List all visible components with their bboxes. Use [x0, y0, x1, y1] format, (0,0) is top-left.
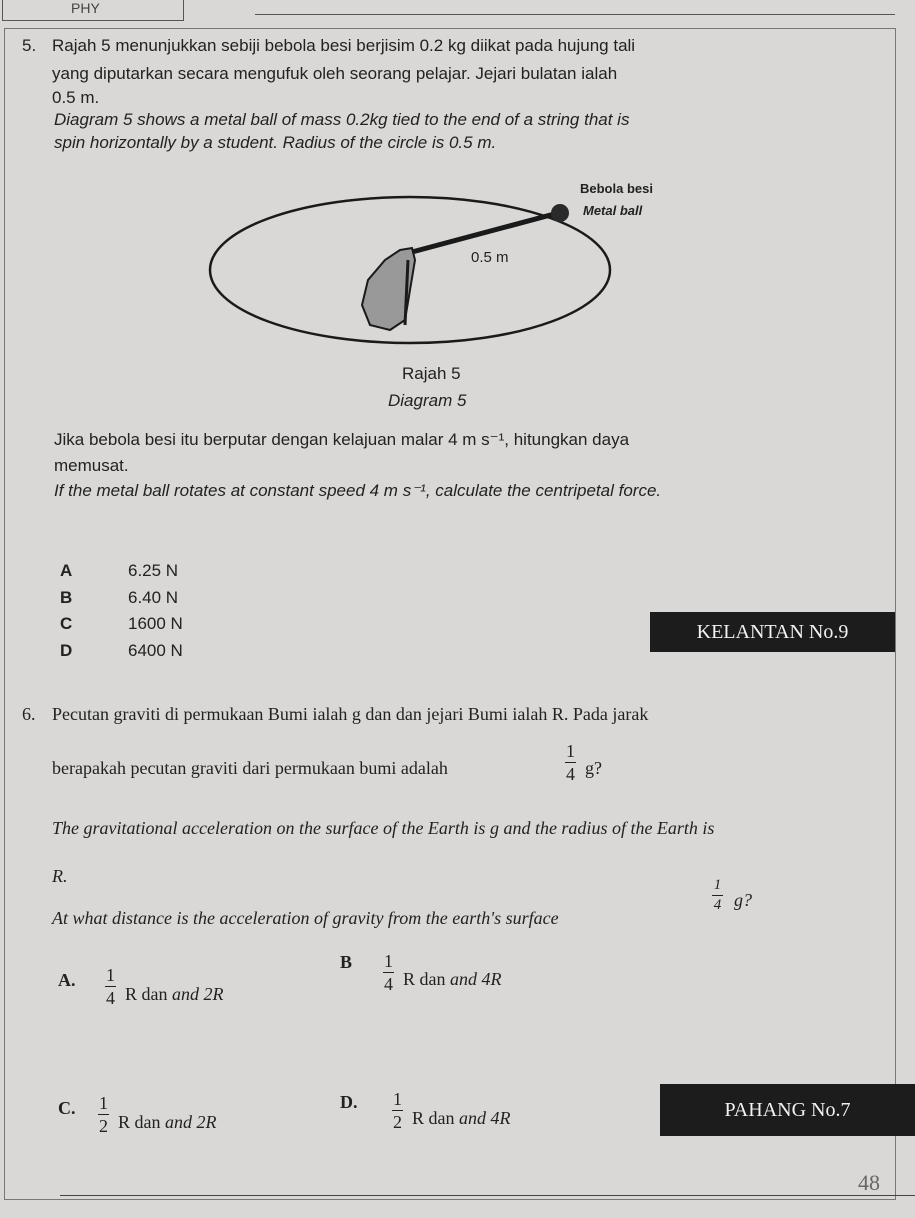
q6-english-line: The gravitational acceleration on the surface of the Earth is g and the radius of the Earth is	[52, 818, 715, 838]
option-letter: D.	[340, 1092, 358, 1112]
q5-option-value[interactable]: 6.25 N	[128, 561, 179, 580]
fraction-num: 1	[713, 877, 722, 893]
diagram-caption-english: Diagram 5	[388, 391, 467, 410]
fraction-den: 4	[566, 764, 575, 784]
q5-english-line: spin horizontally by a student. Radius of the circle is 0.5 m.	[54, 133, 497, 152]
q5-number: 5.	[22, 36, 37, 55]
q5-option-value[interactable]: 1600 N	[128, 614, 183, 633]
option-text: R dan and 4R	[403, 969, 502, 989]
option-text: R dan and 2R	[118, 1112, 217, 1132]
q5-option-letter: B	[60, 588, 73, 607]
fraction-quarter	[712, 878, 723, 913]
header-box-left	[2, 0, 184, 21]
q5-question-english: If the metal ball rotates at constant speed 4 m s⁻¹, calculate the centripetal force.	[54, 481, 662, 500]
q5-option-value[interactable]: 6.40 N	[128, 588, 179, 607]
option-text: R dan and 2R	[125, 984, 224, 1004]
q5-question-malay: memusat.	[54, 456, 129, 475]
string	[412, 213, 558, 252]
page-number: 48	[858, 1170, 880, 1195]
q5-option-letter: C	[60, 614, 73, 633]
diagram-caption-malay: Rajah 5	[402, 364, 461, 383]
q6-english-line: R.	[52, 866, 68, 886]
label-radius: 0.5 m	[471, 249, 509, 266]
option-text: R dan and 4R	[412, 1108, 511, 1128]
q6-english-line: At what distance is the acceleration of gravity from the earth's surface	[52, 908, 559, 928]
fraction-quarter	[565, 742, 576, 783]
fraction-num: 1	[566, 741, 575, 761]
option-fraction: 1 2	[99, 1093, 108, 1136]
g-suffix: g?	[734, 890, 752, 910]
label-metal-ball-english: Metal ball	[583, 203, 643, 218]
fraction-den: 4	[713, 897, 722, 913]
option-fraction: 1 4	[106, 965, 115, 1008]
footer-line	[60, 1195, 915, 1196]
q5-option-letter: D	[60, 641, 73, 660]
q6-number: 6.	[22, 704, 36, 724]
option-fraction: 1 4	[384, 951, 393, 994]
metal-ball	[551, 204, 569, 222]
source-tag: KELANTAN No.9	[650, 612, 895, 652]
q5-option-letter: A	[60, 561, 73, 580]
q5-question-malay: Jika bebola besi itu berputar dengan kelajuan malar 4 m s⁻¹, hitungkan daya	[54, 430, 630, 449]
label-metal-ball-malay: Bebola besi	[580, 181, 653, 196]
source-tag: PAHANG No.7	[660, 1084, 915, 1136]
q5-option-value[interactable]: 6400 N	[128, 641, 183, 660]
circular-motion-diagram	[200, 180, 630, 360]
header-line	[255, 14, 895, 15]
q6-malay-line: Pecutan graviti di permukaan Bumi ialah g dan dan jejari Bumi ialah R. Pada jarak	[52, 704, 649, 724]
q6-malay-line: berapakah pecutan graviti dari permukaan bumi adalah	[52, 758, 448, 778]
g-suffix: g?	[585, 758, 602, 778]
q5-malay-line: 0.5 m.	[52, 88, 100, 107]
q5-malay-line: Rajah 5 menunjukkan sebiji bebola besi berjisim 0.2 kg diikat pada hujung tali	[52, 36, 636, 55]
option-letter: B	[340, 952, 353, 972]
header-box-text: PHY	[71, 0, 100, 16]
q5-english-line: Diagram 5 shows a metal ball of mass 0.2kg tied to the end of a string that is	[54, 110, 630, 129]
option-letter: A.	[58, 970, 76, 990]
q5-malay-line: yang diputarkan secara mengufuk oleh seorang pelajar. Jejari bulatan ialah	[52, 64, 618, 83]
option-fraction: 1 2	[393, 1089, 402, 1132]
option-letter: C.	[58, 1098, 76, 1118]
